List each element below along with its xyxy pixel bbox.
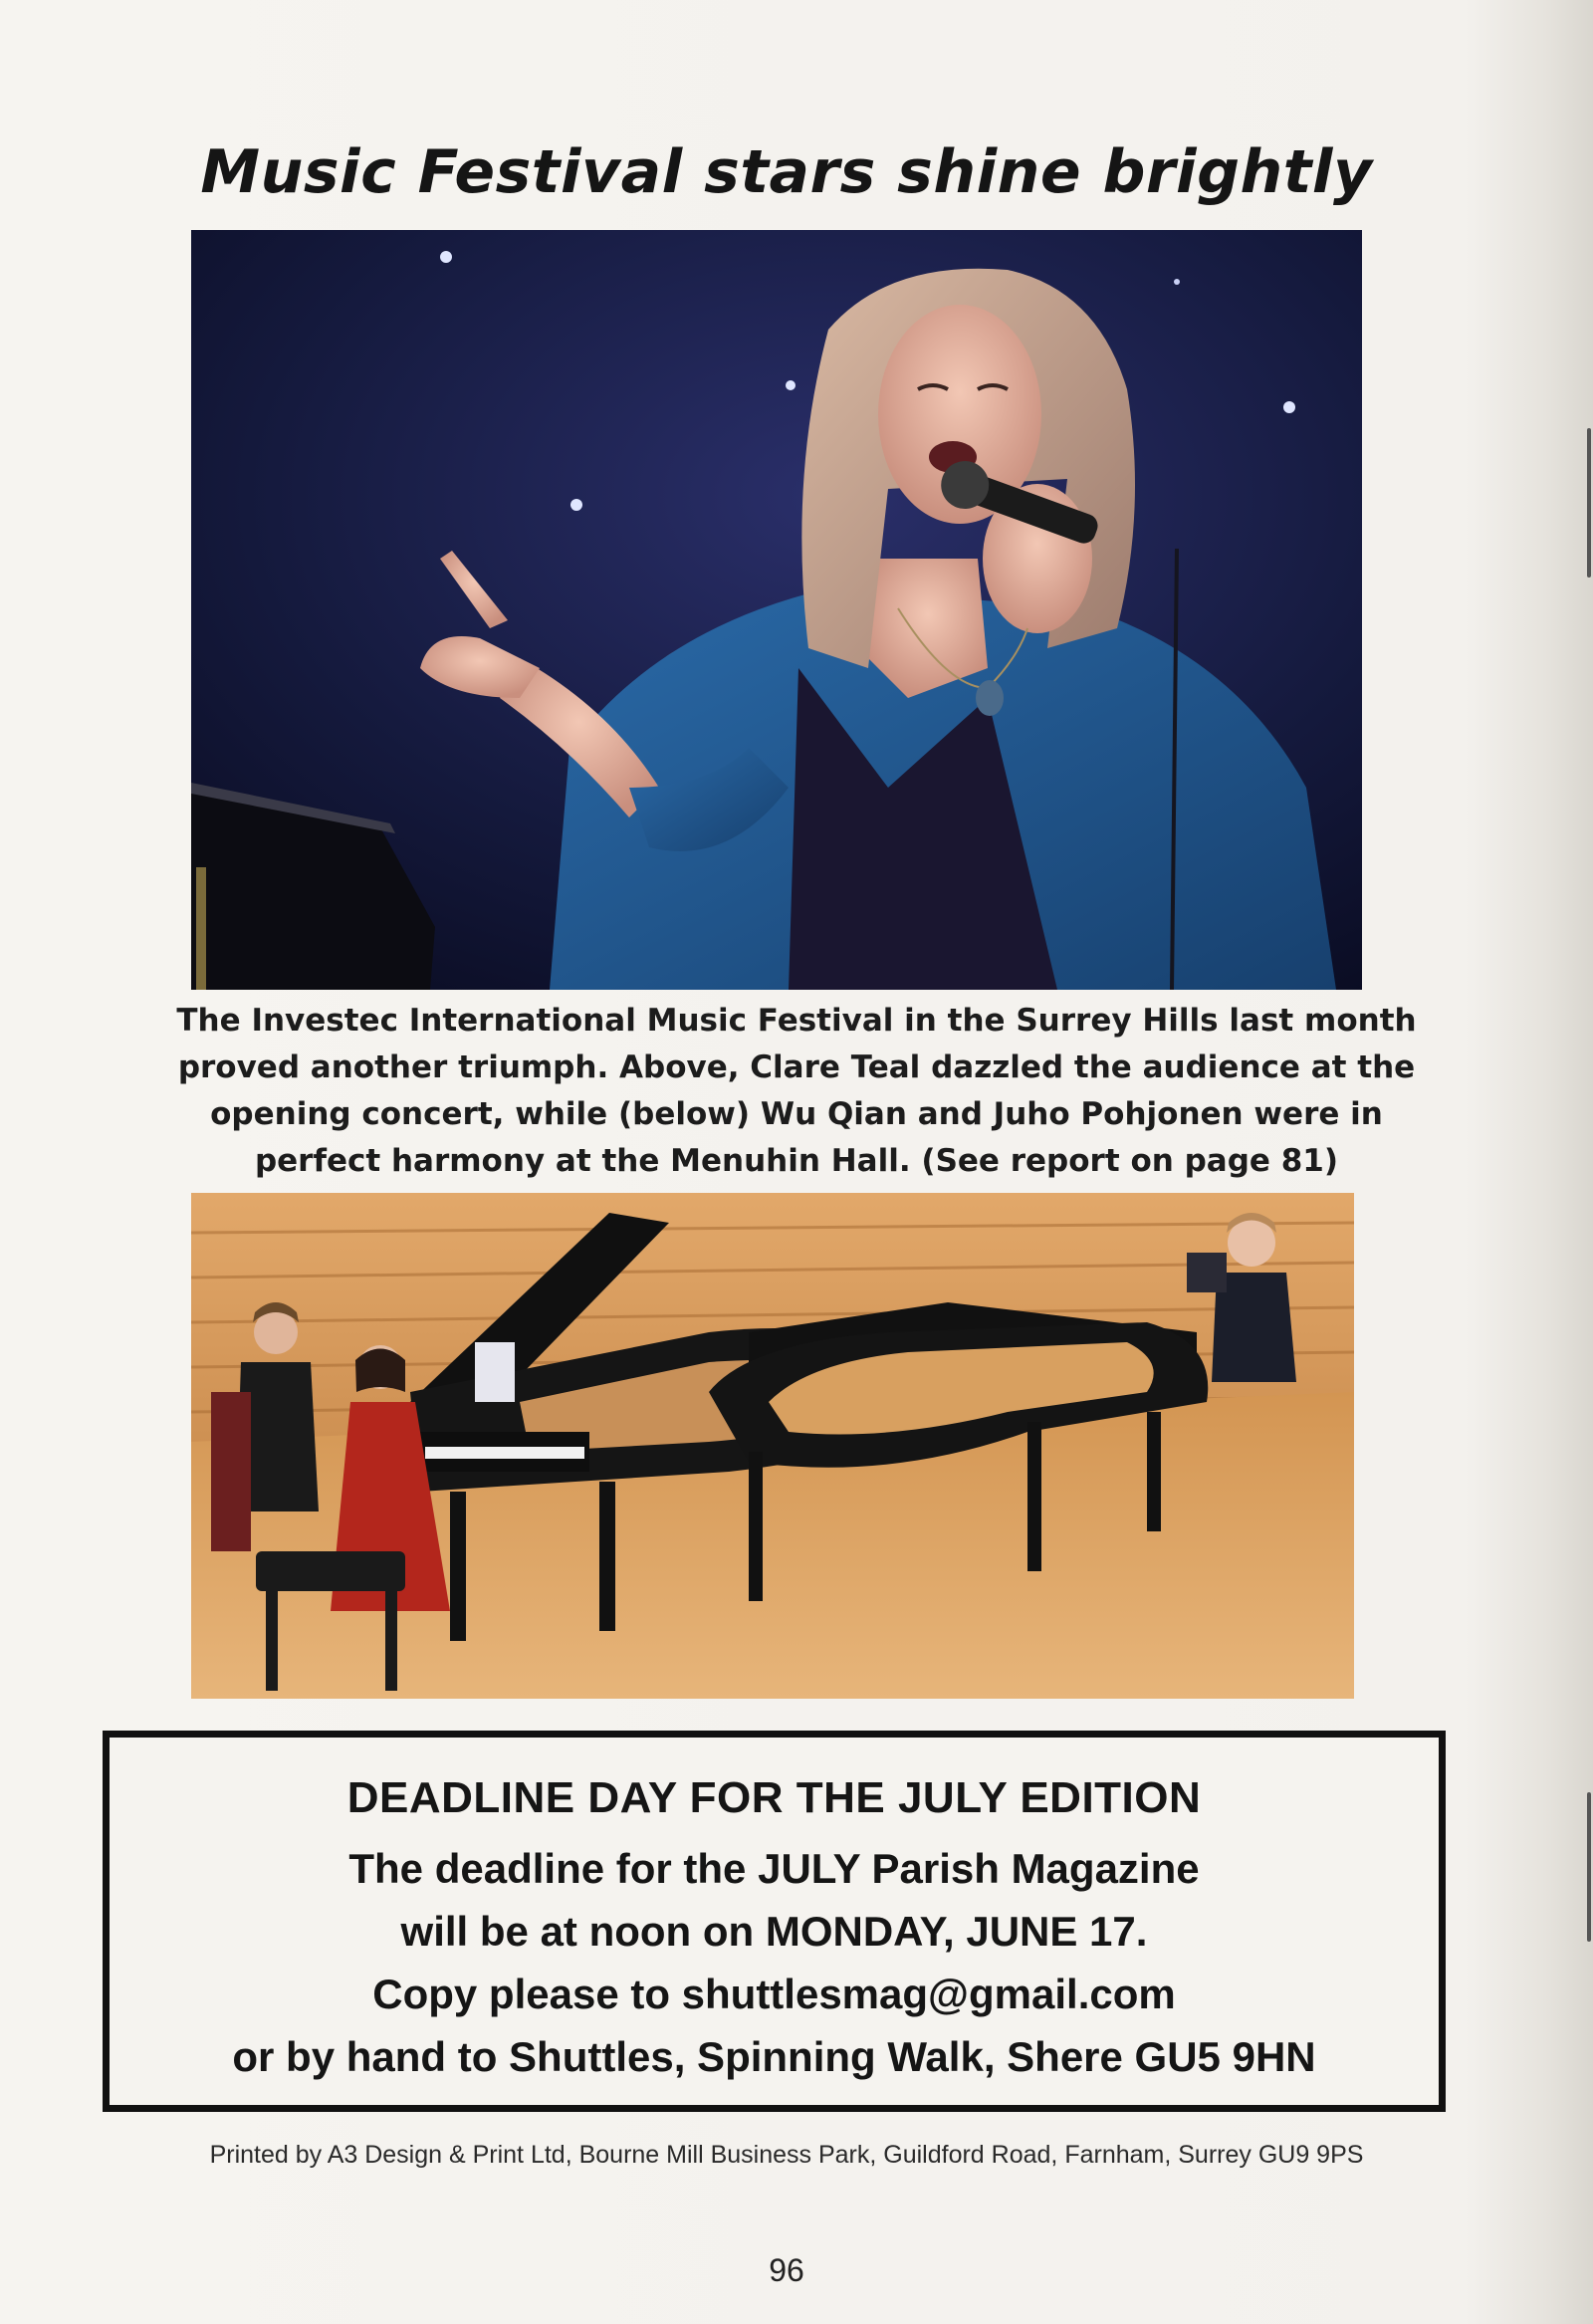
singer-photo [191,230,1362,990]
article-headline: Music Festival stars shine brightly [200,137,1373,207]
binding-staple-top [1587,428,1591,578]
caption-line: The Investec International Music Festival in the Surrey Hills last month [176,1003,1417,1039]
page-number: 96 [769,2252,804,2288]
caption-line: proved another triumph. Above, Clare Teal dazzled the audience at the [177,1049,1416,1085]
caption-line: opening concert, while (below) Wu Qian and Juho Pohjonen were in [210,1096,1383,1132]
deadline-address-line: or by hand to Shuttles, Spinning Walk, Shere GU5 9HN [232,2033,1316,2080]
deadline-email-line: Copy please to shuttlesmag@gmail.com [372,1971,1176,2017]
deadline-notice [103,1731,1446,2112]
photo-caption [169,998,1424,1185]
deadline-heading: DEADLINE DAY FOR THE JULY EDITION [346,1773,1202,1822]
printer-credit: Printed by A3 Design & Print Ltd, Bourne Mill Business Park, Guildford Road, Farnham, Surrey GU9 9PS [209,2141,1364,2169]
singer-photo-drawing [191,230,1362,990]
deadline-line: will be at noon on MONDAY, JUNE 17. [400,1908,1148,1955]
pianos-photo [191,1193,1354,1699]
deadline-line: The deadline for the JULY Parish Magazine [348,1845,1200,1892]
caption-line: perfect harmony at the Menuhin Hall. (See report on page 81) [254,1143,1339,1179]
pianos-photo-drawing [191,1193,1354,1699]
deadline-body [110,1837,1439,2088]
binding-staple-bottom [1587,1792,1591,1942]
